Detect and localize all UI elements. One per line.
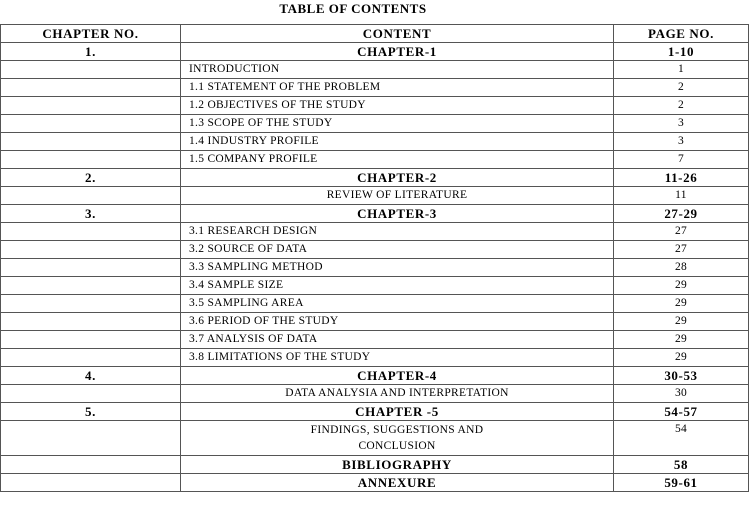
chapter-no-cell: [1, 223, 181, 241]
page-no-cell: 54-57: [614, 403, 749, 421]
content-cell: [181, 421, 614, 456]
table-row: [1, 61, 749, 79]
header-row: [1, 25, 749, 43]
chapter-no-cell: 2.: [1, 169, 181, 187]
chapter-no-cell: [1, 151, 181, 169]
content-cell: DATA ANALYSIA AND INTERPRETATION: [181, 385, 614, 403]
table-row: [1, 277, 749, 295]
page-no-cell: 29: [614, 349, 749, 367]
chapter-no-cell: [1, 421, 181, 456]
chapter-no-cell: [1, 241, 181, 259]
page-no-cell: 28: [614, 259, 749, 277]
table-row: [1, 349, 749, 367]
chapter-no-cell: [1, 187, 181, 205]
chapter-no-cell: [1, 456, 181, 474]
content-cell: 1.3 SCOPE OF THE STUDY: [181, 115, 614, 133]
table-row: [1, 133, 749, 151]
page-no-cell: 11: [614, 187, 749, 205]
page-no-cell: 59-61: [614, 474, 749, 492]
table-row: [1, 313, 749, 331]
page-no-cell: 29: [614, 313, 749, 331]
chapter-no-cell: [1, 313, 181, 331]
chapter-no-cell: 5.: [1, 403, 181, 421]
content-line: CONCLUSION: [358, 440, 436, 452]
page-no-cell: 54: [614, 421, 749, 456]
page-no-cell: 27: [614, 241, 749, 259]
page-no-cell: 1: [614, 61, 749, 79]
table-row: [1, 241, 749, 259]
content-cell: CHAPTER-2: [181, 169, 614, 187]
table-row: [1, 205, 749, 223]
content-cell: CHAPTER -5: [181, 403, 614, 421]
page-no-cell: 2: [614, 97, 749, 115]
content-cell: 3.8 LIMITATIONS OF THE STUDY: [181, 349, 614, 367]
content-cell: 3.7 ANALYSIS OF DATA: [181, 331, 614, 349]
content-cell: INTRODUCTION: [181, 61, 614, 79]
page-no-cell: 30: [614, 385, 749, 403]
page-no-cell: 2: [614, 79, 749, 97]
table-row: [1, 295, 749, 313]
chapter-no-cell: 1.: [1, 43, 181, 61]
table-row: [1, 421, 749, 456]
table-row: [1, 97, 749, 115]
content-cell: 3.3 SAMPLING METHOD: [181, 259, 614, 277]
content-cell: 1.4 INDUSTRY PROFILE: [181, 133, 614, 151]
chapter-no-cell: [1, 61, 181, 79]
content-cell: 1.1 STATEMENT OF THE PROBLEM: [181, 79, 614, 97]
page-no-cell: 29: [614, 331, 749, 349]
table-row: [1, 259, 749, 277]
chapter-no-cell: [1, 79, 181, 97]
page-title: TABLE OF CONTENTS: [279, 1, 427, 16]
content-cell: 3.5 SAMPLING AREA: [181, 295, 614, 313]
table-row: [1, 223, 749, 241]
content-cell: CHAPTER-4: [181, 367, 614, 385]
content-cell: 3.6 PERIOD OF THE STUDY: [181, 313, 614, 331]
content-cell: 3.1 RESEARCH DESIGN: [181, 223, 614, 241]
chapter-no-cell: [1, 277, 181, 295]
table-row: [1, 403, 749, 421]
chapter-no-cell: [1, 295, 181, 313]
page-no-cell: 58: [614, 456, 749, 474]
page-no-cell: 29: [614, 295, 749, 313]
content-cell: BIBLIOGRAPHY: [181, 456, 614, 474]
chapter-no-cell: 4.: [1, 367, 181, 385]
chapter-no-cell: [1, 331, 181, 349]
page-no-cell: 1-10: [614, 43, 749, 61]
header-content: CONTENT: [181, 25, 614, 43]
content-line: FINDINGS, SUGGESTIONS AND: [310, 424, 484, 436]
table-row: [1, 456, 749, 474]
page-no-cell: 29: [614, 277, 749, 295]
page-no-cell: 3: [614, 133, 749, 151]
page-no-cell: 11-26: [614, 169, 749, 187]
page-no-cell: 27-29: [614, 205, 749, 223]
chapter-no-cell: [1, 133, 181, 151]
page-no-cell: 7: [614, 151, 749, 169]
chapter-no-cell: [1, 115, 181, 133]
content-cell: REVIEW OF LITERATURE: [181, 187, 614, 205]
table-row: [1, 79, 749, 97]
table-row: [1, 115, 749, 133]
table-row: [1, 169, 749, 187]
table-row: [1, 151, 749, 169]
chapter-no-cell: [1, 385, 181, 403]
content-cell: 1.2 OBJECTIVES OF THE STUDY: [181, 97, 614, 115]
page-no-cell: 3: [614, 115, 749, 133]
chapter-no-cell: [1, 474, 181, 492]
table-row: [1, 474, 749, 492]
table-row: [1, 367, 749, 385]
content-cell: CHAPTER-3: [181, 205, 614, 223]
chapter-no-cell: [1, 97, 181, 115]
content-cell: 1.5 COMPANY PROFILE: [181, 151, 614, 169]
content-cell: 3.2 SOURCE OF DATA: [181, 241, 614, 259]
content-cell: 3.4 SAMPLE SIZE: [181, 277, 614, 295]
chapter-no-cell: 3.: [1, 205, 181, 223]
table-row: [1, 187, 749, 205]
header-chapter-no: CHAPTER NO.: [1, 25, 181, 43]
header-page-no: PAGE NO.: [614, 25, 749, 43]
page-no-cell: 27: [614, 223, 749, 241]
page-no-cell: 30-53: [614, 367, 749, 385]
table-row: [1, 331, 749, 349]
toc-table: [0, 24, 749, 492]
content-cell: CHAPTER-1: [181, 43, 614, 61]
chapter-no-cell: [1, 259, 181, 277]
content-cell: ANNEXURE: [181, 474, 614, 492]
table-row: [1, 385, 749, 403]
table-row: [1, 43, 749, 61]
chapter-no-cell: [1, 349, 181, 367]
